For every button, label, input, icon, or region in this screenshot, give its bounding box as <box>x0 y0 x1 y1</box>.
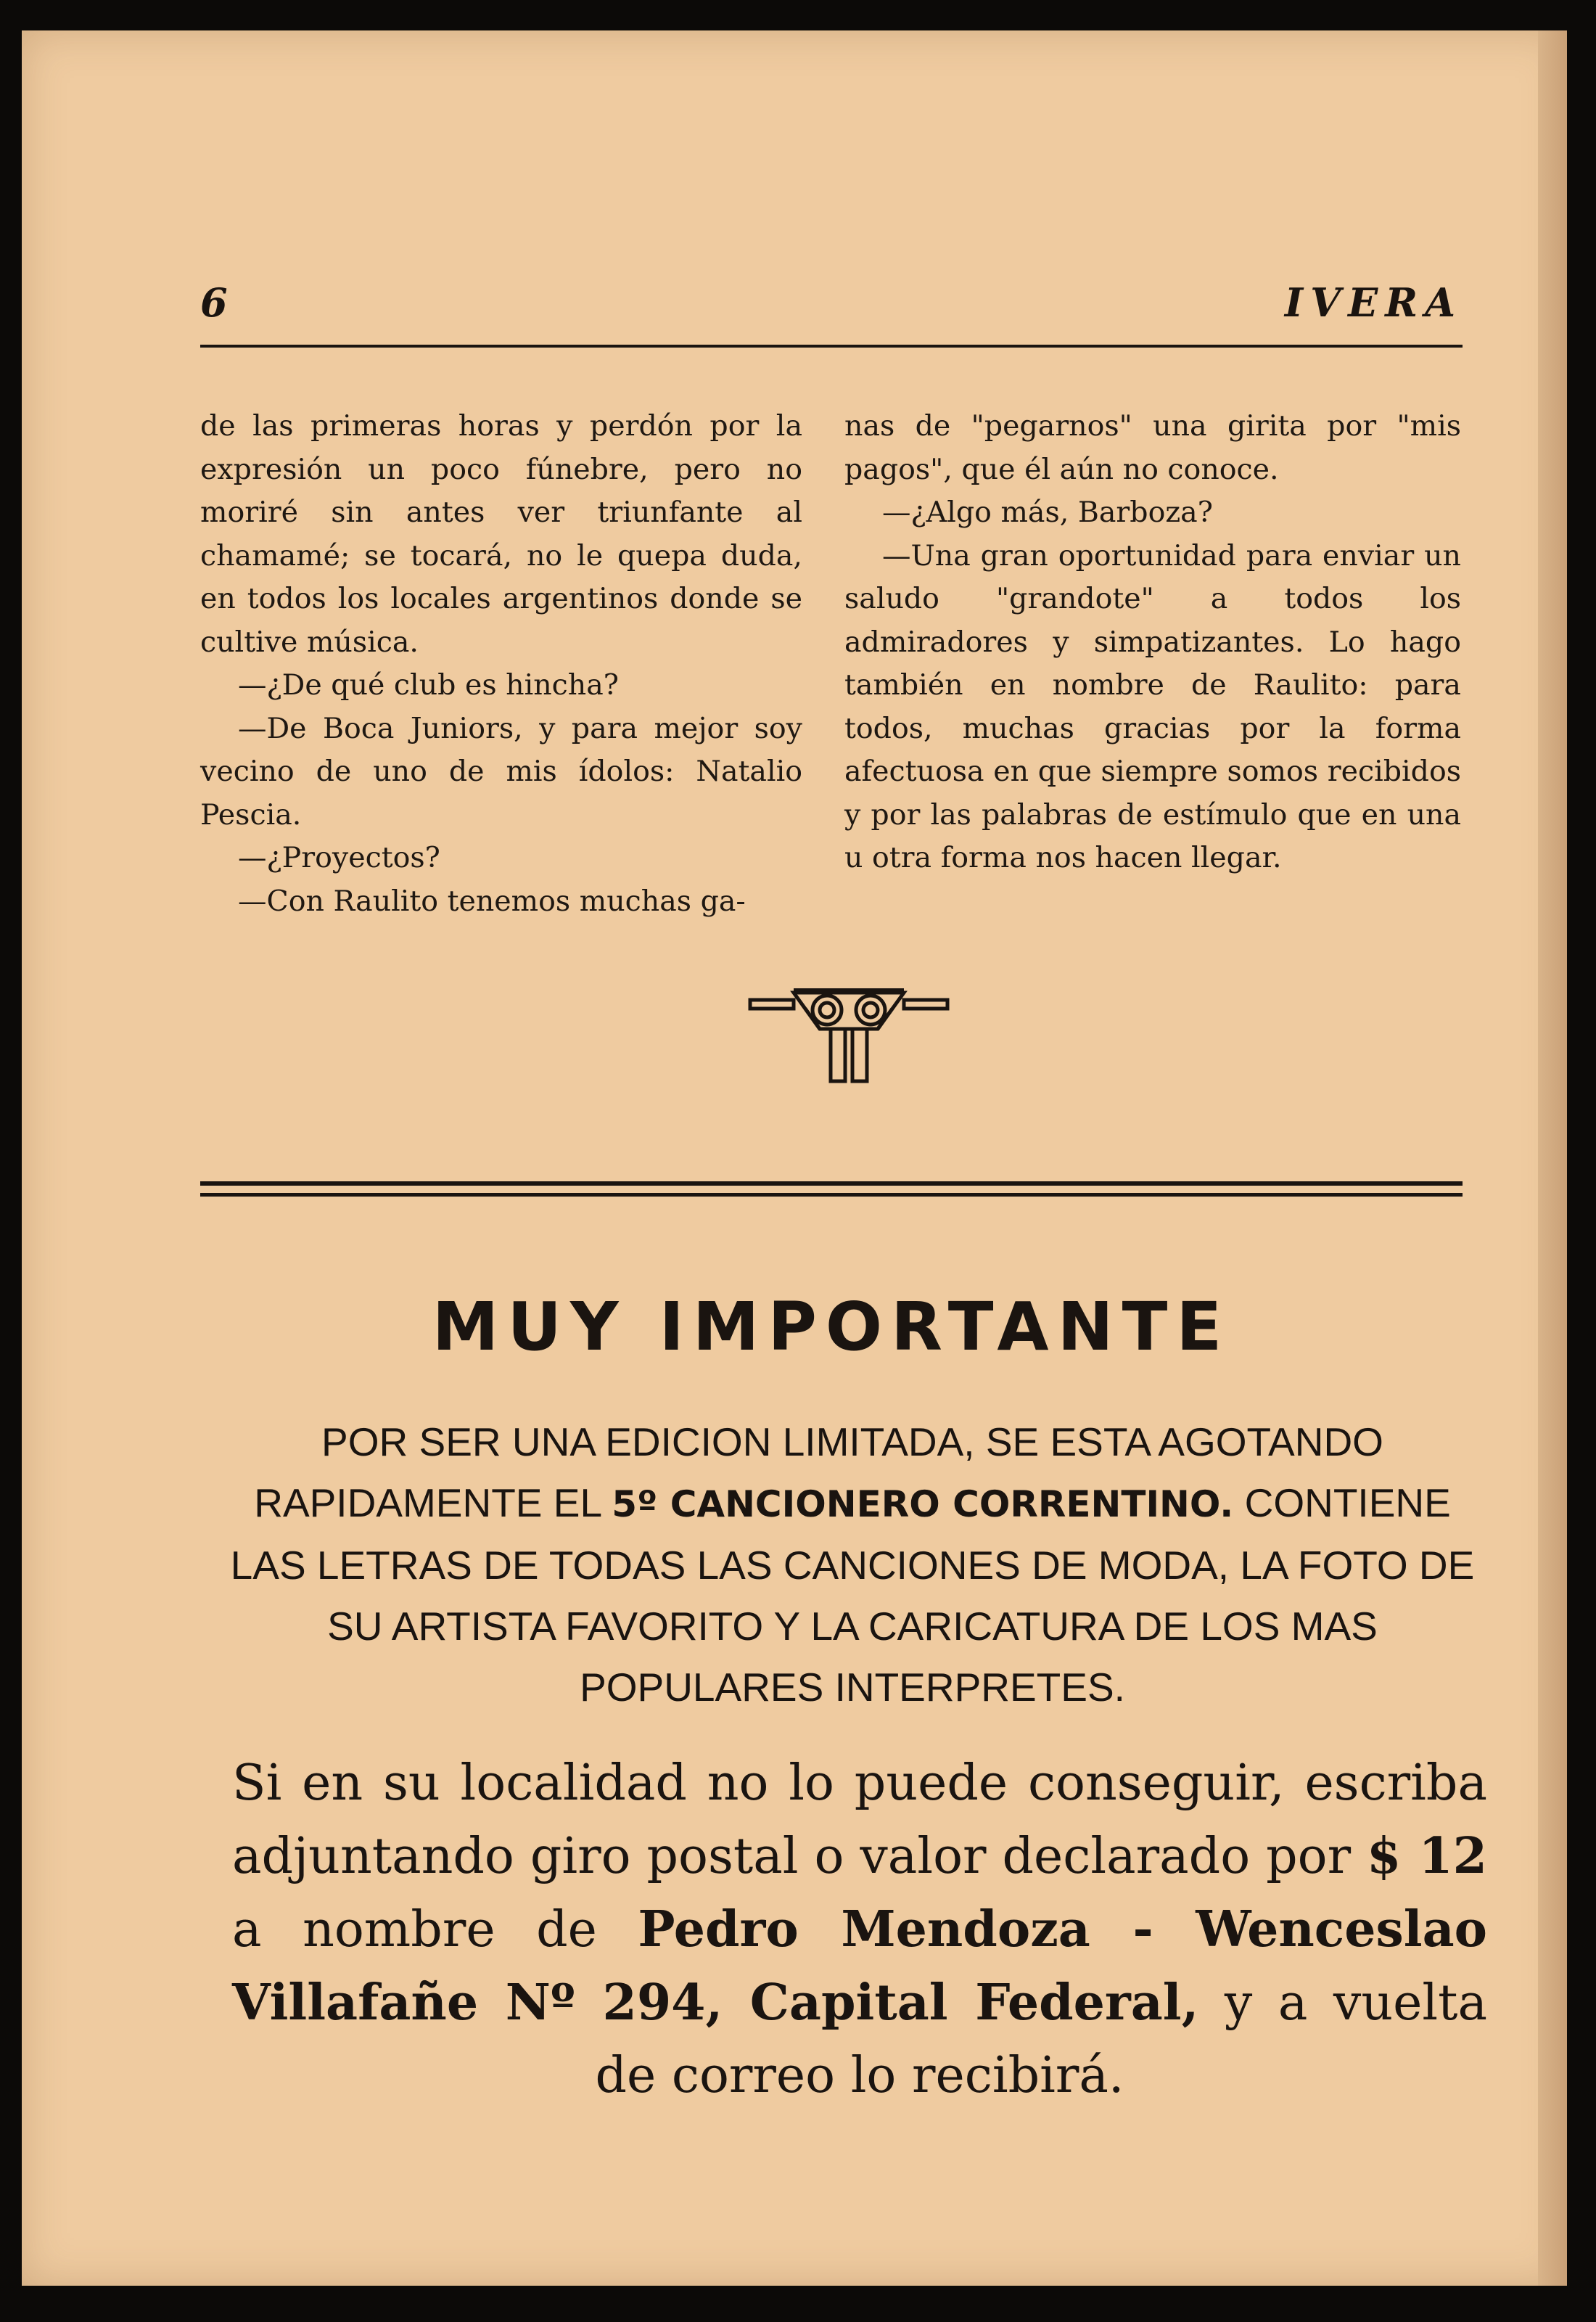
article-paragraph: —De Boca Juniors, y para mejor soy vecino de uno de mis ídolos: Natalio Pescia. <box>200 711 802 832</box>
ad-title: MUY IMPORTANTE <box>432 1288 1231 1366</box>
article-paragraph: —Con Raulito tenemos muchas ga- <box>238 884 746 918</box>
ad-body: POR SER UNA EDICION LIMITADA, SE ESTA AGOTANDO RAPIDAMENTE EL 5º CANCIONERO CORRENTINO. CONTIENE LAS LETRAS DE TODAS LAS CANCIONES DE MODA, LA FOTO DE SU ARTISTA FAVORITO Y LA CARICATURA DE LOS MAS POPULARES INTERPRETES. <box>230 1419 1475 1710</box>
page-header <box>200 279 1463 352</box>
article-paragraph: —Una gran oportunidad para enviar un saludo "grandote" a todos los admiradores y simpatizantes. Lo hago también en nombre de Raulito: para todos, muchas gracias por la forma afectuosa en que siempre somos recibidos y por las palabras de estímulo que en una u otra forma nos hacen llegar. <box>844 538 1461 874</box>
cancionero-name: 5º CANCIONERO CORRENTINO. <box>612 1483 1234 1525</box>
article-right-column <box>844 405 1461 880</box>
page-number: 6 <box>200 279 228 326</box>
article-paragraph: de las primeras horas y perdón por la expresión un poco fúnebre, pero no moriré sin antes ver triunfante al chamamé; se tocará, no le quepa duda, en todos los locales argentinos donde se cultive música. <box>200 409 802 659</box>
article-left-column <box>200 405 802 923</box>
page-spine <box>1538 30 1567 2286</box>
magazine-name: IVERA <box>1284 279 1463 326</box>
header-rule <box>200 345 1463 348</box>
article-paragraph: nas de "pegarnos" una girita por "mis pagos", que él aún no conoce. <box>844 409 1461 486</box>
article-paragraph: —¿De qué club es hincha? <box>238 668 619 702</box>
section-divider <box>200 1181 1463 1199</box>
article-paragraph: —¿Proyectos? <box>238 841 440 874</box>
ad-address: Pedro Mendoza - Wenceslao Villafañe Nº 294, Capital Federal, <box>232 1900 1487 2032</box>
article-paragraph: —¿Algo más, Barboza? <box>882 496 1213 529</box>
decorative-ornament-icon <box>747 978 950 1087</box>
ad-order-instructions: Si en su localidad no lo puede conseguir, escriba adjuntando giro postal o valor declarado por $ 12 a nombre de Pedro Mendoza - Wenceslao Villafañe Nº 294, Capital Federal, y a vuelta de correo lo recibirá. <box>232 1755 1487 2104</box>
ad-price: $ 12 <box>1367 1827 1487 1885</box>
